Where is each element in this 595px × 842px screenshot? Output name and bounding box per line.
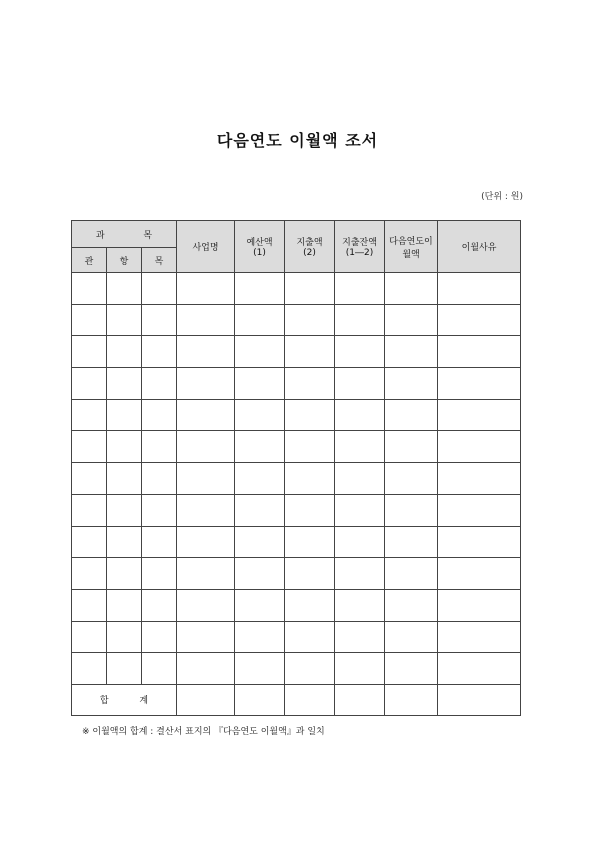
table-cell[interactable]: [72, 558, 107, 590]
header-carryover-reason: 이월사유: [438, 221, 521, 273]
table-cell[interactable]: [385, 684, 438, 715]
table-row: [72, 368, 521, 400]
table-cell[interactable]: [177, 653, 235, 685]
table-cell[interactable]: [285, 589, 335, 621]
table-row: [72, 336, 521, 368]
table-cell[interactable]: [335, 304, 385, 336]
header-mok: 목: [142, 248, 177, 273]
table-cell[interactable]: [235, 273, 285, 305]
total-row: [72, 684, 521, 715]
table-cell[interactable]: [235, 589, 285, 621]
header-remaining-balance: 지출잔액 (1―2): [335, 221, 385, 273]
table-cell[interactable]: [72, 368, 107, 400]
table-cell[interactable]: [107, 494, 142, 526]
table-cell[interactable]: [438, 304, 521, 336]
table-cell[interactable]: [177, 399, 235, 431]
table-cell[interactable]: [107, 304, 142, 336]
table-cell[interactable]: [285, 621, 335, 653]
table-cell[interactable]: [285, 558, 335, 590]
table-cell[interactable]: [438, 684, 521, 715]
table-cell[interactable]: [335, 399, 385, 431]
table-cell[interactable]: [285, 368, 335, 400]
header-next-year-carryover: 다음연도이 월액: [385, 221, 438, 273]
table-cell[interactable]: [335, 431, 385, 463]
table-cell[interactable]: [142, 463, 177, 495]
header-expenditure: 지출액 (2): [285, 221, 335, 273]
table-cell[interactable]: [235, 621, 285, 653]
table-row: [72, 558, 521, 590]
table-cell[interactable]: [142, 526, 177, 558]
table-cell[interactable]: [385, 558, 438, 590]
table-row: [72, 463, 521, 495]
table-cell[interactable]: [335, 558, 385, 590]
table-cell[interactable]: [235, 463, 285, 495]
table-cell[interactable]: [107, 589, 142, 621]
table-cell[interactable]: [107, 431, 142, 463]
table-cell[interactable]: [72, 304, 107, 336]
table-cell[interactable]: [142, 621, 177, 653]
header-gwan: 관: [72, 248, 107, 273]
table-cell[interactable]: [438, 526, 521, 558]
footnote: ※ 이월액의 합계 : 결산서 표지의 『다음연도 이월액』과 일치: [82, 727, 325, 737]
table-cell[interactable]: [438, 399, 521, 431]
table-cell[interactable]: [72, 526, 107, 558]
table-cell[interactable]: [385, 494, 438, 526]
unit-label: (단위 : 원): [481, 192, 523, 202]
table-cell[interactable]: [335, 336, 385, 368]
table-row: [72, 621, 521, 653]
table-cell[interactable]: [107, 526, 142, 558]
table-cell[interactable]: [142, 304, 177, 336]
table-cell[interactable]: [385, 463, 438, 495]
table-cell[interactable]: [285, 399, 335, 431]
table-cell[interactable]: [385, 399, 438, 431]
table-cell[interactable]: [335, 589, 385, 621]
table-cell[interactable]: [107, 558, 142, 590]
table-cell[interactable]: [177, 684, 235, 715]
table-cell[interactable]: [335, 653, 385, 685]
table-cell[interactable]: [177, 304, 235, 336]
table-cell[interactable]: [285, 684, 335, 715]
table-cell[interactable]: [177, 494, 235, 526]
table-cell[interactable]: [107, 621, 142, 653]
table-cell[interactable]: [385, 431, 438, 463]
table-cell[interactable]: [438, 494, 521, 526]
table-cell[interactable]: [107, 368, 142, 400]
table-cell[interactable]: [177, 336, 235, 368]
table-cell[interactable]: [385, 653, 438, 685]
table-row: [72, 399, 521, 431]
table-cell[interactable]: [438, 589, 521, 621]
table-row: [72, 304, 521, 336]
table-cell[interactable]: [335, 684, 385, 715]
table-cell[interactable]: [285, 526, 335, 558]
table-row: [72, 653, 521, 685]
table-cell[interactable]: [285, 431, 335, 463]
table-cell[interactable]: [235, 336, 285, 368]
table-cell[interactable]: [142, 368, 177, 400]
table-cell[interactable]: [438, 431, 521, 463]
table-cell[interactable]: [235, 304, 285, 336]
table-cell[interactable]: [177, 589, 235, 621]
table-row: [72, 589, 521, 621]
table-cell[interactable]: [438, 621, 521, 653]
table-cell[interactable]: [438, 653, 521, 685]
table-cell[interactable]: [335, 368, 385, 400]
table-cell[interactable]: [235, 368, 285, 400]
total-label: 합 계: [72, 684, 177, 715]
table-cell[interactable]: [177, 273, 235, 305]
table-cell[interactable]: [142, 273, 177, 305]
table-cell[interactable]: [72, 589, 107, 621]
table-cell[interactable]: [335, 526, 385, 558]
table-cell[interactable]: [335, 273, 385, 305]
table-cell[interactable]: [142, 336, 177, 368]
table-cell[interactable]: [285, 494, 335, 526]
table-cell[interactable]: [438, 368, 521, 400]
table-cell[interactable]: [385, 336, 438, 368]
table-cell[interactable]: [177, 526, 235, 558]
table-cell[interactable]: [385, 621, 438, 653]
table-body: [72, 273, 521, 716]
table-cell[interactable]: [72, 653, 107, 685]
table-cell[interactable]: [385, 304, 438, 336]
document-title: 다음연도 이월액 조서: [216, 131, 379, 150]
table-cell[interactable]: [438, 558, 521, 590]
table-cell[interactable]: [235, 399, 285, 431]
table-cell[interactable]: [235, 431, 285, 463]
table-cell[interactable]: [107, 273, 142, 305]
table-cell[interactable]: [107, 463, 142, 495]
table-cell[interactable]: [285, 463, 335, 495]
table-cell[interactable]: [385, 589, 438, 621]
table-row: [72, 431, 521, 463]
table-cell[interactable]: [107, 653, 142, 685]
table-cell[interactable]: [235, 558, 285, 590]
table-cell[interactable]: [438, 273, 521, 305]
table-cell[interactable]: [177, 368, 235, 400]
table-cell[interactable]: [107, 399, 142, 431]
table-row: [72, 494, 521, 526]
table-cell[interactable]: [335, 494, 385, 526]
table-cell[interactable]: [438, 463, 521, 495]
table-cell[interactable]: [177, 558, 235, 590]
table-cell[interactable]: [285, 653, 335, 685]
table-cell[interactable]: [235, 526, 285, 558]
table-cell[interactable]: [177, 621, 235, 653]
table-cell[interactable]: [177, 463, 235, 495]
table-cell[interactable]: [142, 589, 177, 621]
header-project-name: 사업명: [177, 221, 235, 273]
table-cell[interactable]: [335, 621, 385, 653]
header-budget: 예산액 (1): [235, 221, 285, 273]
table-cell[interactable]: [235, 684, 285, 715]
table-cell[interactable]: [72, 463, 107, 495]
table-cell[interactable]: [335, 463, 385, 495]
table-row: [72, 273, 521, 305]
table-cell[interactable]: [72, 621, 107, 653]
table-cell[interactable]: [235, 494, 285, 526]
table-cell[interactable]: [285, 304, 335, 336]
carryover-table: [71, 220, 521, 716]
table-cell[interactable]: [235, 653, 285, 685]
table-cell[interactable]: [72, 494, 107, 526]
table-cell[interactable]: [385, 368, 438, 400]
table-cell[interactable]: [385, 526, 438, 558]
table-cell[interactable]: [285, 336, 335, 368]
table-cell[interactable]: [142, 558, 177, 590]
table-cell[interactable]: [72, 336, 107, 368]
table-cell[interactable]: [142, 431, 177, 463]
table-cell[interactable]: [107, 336, 142, 368]
table-cell[interactable]: [385, 273, 438, 305]
table-cell[interactable]: [142, 399, 177, 431]
header-gwamok: 과 목: [72, 221, 177, 248]
table-cell[interactable]: [72, 431, 107, 463]
header-hang: 항: [107, 248, 142, 273]
table-cell[interactable]: [177, 431, 235, 463]
table-cell[interactable]: [438, 336, 521, 368]
table-cell[interactable]: [72, 399, 107, 431]
table-cell[interactable]: [72, 273, 107, 305]
table-cell[interactable]: [142, 494, 177, 526]
table-cell[interactable]: [142, 653, 177, 685]
table-cell[interactable]: [285, 273, 335, 305]
table-row: [72, 526, 521, 558]
